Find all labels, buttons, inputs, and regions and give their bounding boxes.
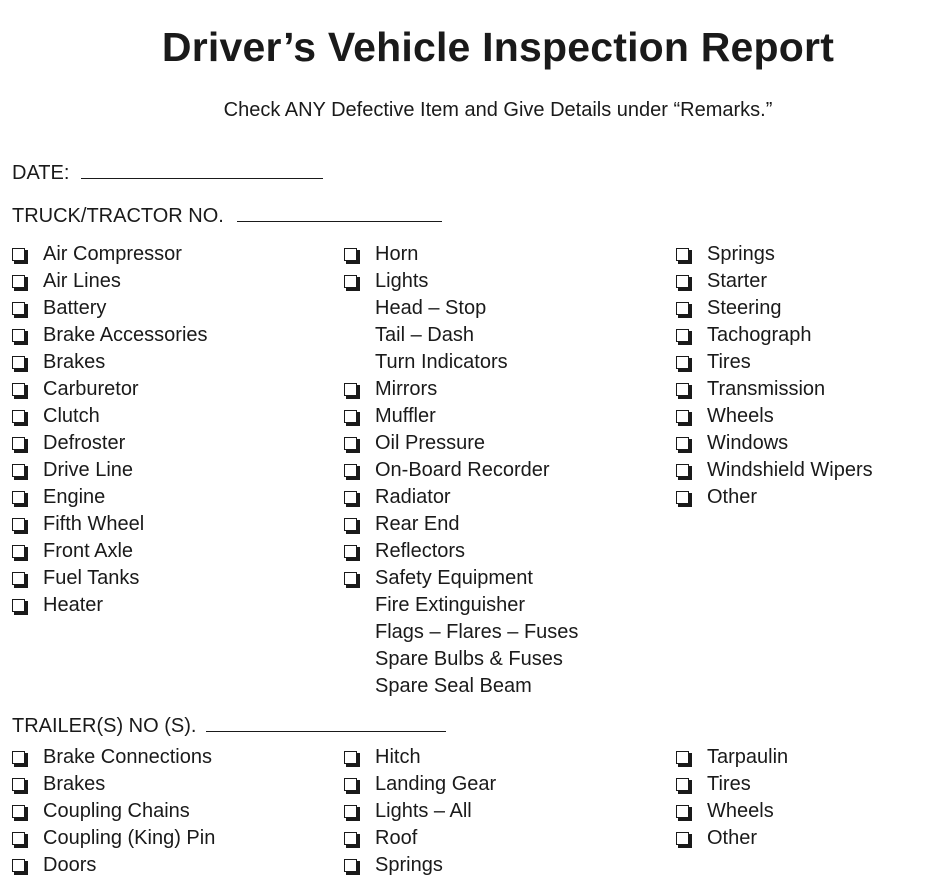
item-label: Head – Stop (375, 297, 487, 319)
checkbox-icon[interactable] (676, 275, 689, 288)
item-label: On-Board Recorder (375, 459, 550, 481)
item-label: Air Compressor (43, 243, 182, 265)
item-label: Mirrors (375, 378, 438, 400)
checkbox-icon[interactable] (12, 437, 25, 450)
checkbox-icon[interactable] (344, 859, 357, 872)
checkbox-icon[interactable] (344, 832, 357, 845)
item-label: Clutch (43, 405, 100, 427)
checkbox-icon[interactable] (676, 329, 689, 342)
item-label: Doors (43, 854, 97, 876)
item-label: Brakes (43, 773, 106, 795)
item-label: Carburetor (43, 378, 139, 400)
item-label: Wheels (707, 405, 774, 427)
checkbox-icon[interactable] (12, 859, 25, 872)
item-label: Tarpaulin (707, 746, 789, 768)
checkbox-icon[interactable] (676, 437, 689, 450)
item-label: Muffler (375, 405, 436, 427)
checkbox-icon[interactable] (12, 275, 25, 288)
item-label: Front Axle (43, 540, 134, 562)
report-title: Driver’s Vehicle Inspection Report (161, 24, 835, 70)
checkbox-icon[interactable] (344, 572, 357, 585)
item-label: Brakes (43, 351, 106, 373)
checkbox-icon[interactable] (12, 356, 25, 369)
checkbox-icon[interactable] (676, 778, 689, 791)
item-label: Fire Extinguisher (375, 594, 526, 616)
checkbox-icon[interactable] (676, 491, 689, 504)
item-label: Fuel Tanks (43, 567, 140, 589)
item-label: Brake Accessories (43, 324, 208, 346)
checkbox-icon[interactable] (676, 464, 689, 477)
item-label: Windows (707, 432, 789, 454)
report-subtitle: Check ANY Defective Item and Give Details under “Remarks.” (223, 99, 773, 121)
checkbox-icon[interactable] (344, 778, 357, 791)
checkbox-icon[interactable] (12, 778, 25, 791)
item-label: Springs (707, 243, 775, 265)
item-label: Roof (375, 827, 418, 849)
trailer-number-blank[interactable] (206, 713, 446, 732)
item-label: Tires (707, 773, 751, 795)
item-label: Tires (707, 351, 751, 373)
checkbox-icon[interactable] (344, 751, 357, 764)
checkbox-icon[interactable] (12, 329, 25, 342)
checkbox-icon[interactable] (12, 599, 25, 612)
truck-number-field (12, 203, 442, 228)
item-label: Horn (375, 243, 419, 265)
item-label: Engine (43, 486, 106, 508)
item-label: Fifth Wheel (43, 513, 145, 535)
checkbox-icon[interactable] (344, 410, 357, 423)
item-label: Transmission (707, 378, 826, 400)
item-label: Hitch (375, 746, 421, 768)
checkbox-icon[interactable] (12, 302, 25, 315)
item-label: Brake Connections (43, 746, 212, 768)
checkbox-icon[interactable] (344, 545, 357, 558)
truck-number-blank[interactable] (237, 203, 442, 222)
checkbox-icon[interactable] (12, 751, 25, 764)
item-label: Coupling Chains (43, 800, 190, 822)
date-field (12, 160, 323, 185)
item-label: Tachograph (707, 324, 812, 346)
checkbox-icon[interactable] (344, 437, 357, 450)
checkbox-icon[interactable] (12, 410, 25, 423)
checkbox-icon[interactable] (676, 751, 689, 764)
item-label: Rear End (375, 513, 460, 535)
trailer-number-field (12, 713, 446, 738)
checkbox-icon[interactable] (12, 805, 25, 818)
item-label: Other (707, 827, 758, 849)
checkbox-icon[interactable] (676, 832, 689, 845)
checkbox-icon[interactable] (12, 545, 25, 558)
item-label: Flags – Flares – Fuses (375, 621, 579, 643)
item-label: Windshield Wipers (707, 459, 873, 481)
checkbox-icon[interactable] (676, 248, 689, 261)
checkbox-icon[interactable] (676, 356, 689, 369)
item-label: Tail – Dash (375, 324, 474, 346)
item-label: Starter (707, 270, 768, 292)
item-label: Wheels (707, 800, 774, 822)
item-label: Defroster (43, 432, 126, 454)
item-label: Lights – All (375, 800, 472, 822)
checkbox-icon[interactable] (344, 275, 357, 288)
date-blank[interactable] (81, 160, 323, 179)
checkbox-icon[interactable] (12, 518, 25, 531)
item-label: Spare Bulbs & Fuses (375, 648, 563, 670)
checkbox-icon[interactable] (344, 491, 357, 504)
truck-number-label: TRUCK/TRACTOR NO. (12, 205, 224, 227)
item-label: Battery (43, 297, 107, 319)
checkbox-icon[interactable] (12, 464, 25, 477)
checkbox-icon[interactable] (12, 248, 25, 261)
item-label: Reflectors (375, 540, 466, 562)
trailer-number-label: TRAILER(S) NO (S). (12, 715, 197, 737)
checkbox-icon[interactable] (12, 572, 25, 585)
item-label: Springs (375, 854, 443, 876)
checkbox-icon[interactable] (344, 805, 357, 818)
checkbox-icon[interactable] (344, 518, 357, 531)
item-label: Radiator (375, 486, 451, 508)
checkbox-icon[interactable] (344, 383, 357, 396)
item-label: Turn Indicators (375, 351, 508, 373)
item-label: Heater (43, 594, 104, 616)
checkbox-icon[interactable] (676, 383, 689, 396)
checkbox-icon[interactable] (12, 832, 25, 845)
item-label: Steering (707, 297, 782, 319)
checkbox-icon[interactable] (344, 248, 357, 261)
checkbox-icon[interactable] (12, 491, 25, 504)
checkbox-icon[interactable] (676, 302, 689, 315)
date-label: DATE: (12, 162, 70, 184)
item-label: Spare Seal Beam (375, 675, 532, 697)
checkbox-icon[interactable] (344, 464, 357, 477)
item-label: Coupling (King) Pin (43, 827, 216, 849)
checkbox-icon[interactable] (12, 383, 25, 396)
item-label: Safety Equipment (375, 567, 533, 589)
item-label: Other (707, 486, 758, 508)
checkbox-icon[interactable] (676, 805, 689, 818)
item-label: Air Lines (43, 270, 121, 292)
checkbox-icon[interactable] (676, 410, 689, 423)
item-label: Oil Pressure (375, 432, 486, 454)
item-label: Drive Line (43, 459, 134, 481)
item-label: Landing Gear (375, 773, 497, 795)
item-label: Lights (375, 270, 429, 292)
